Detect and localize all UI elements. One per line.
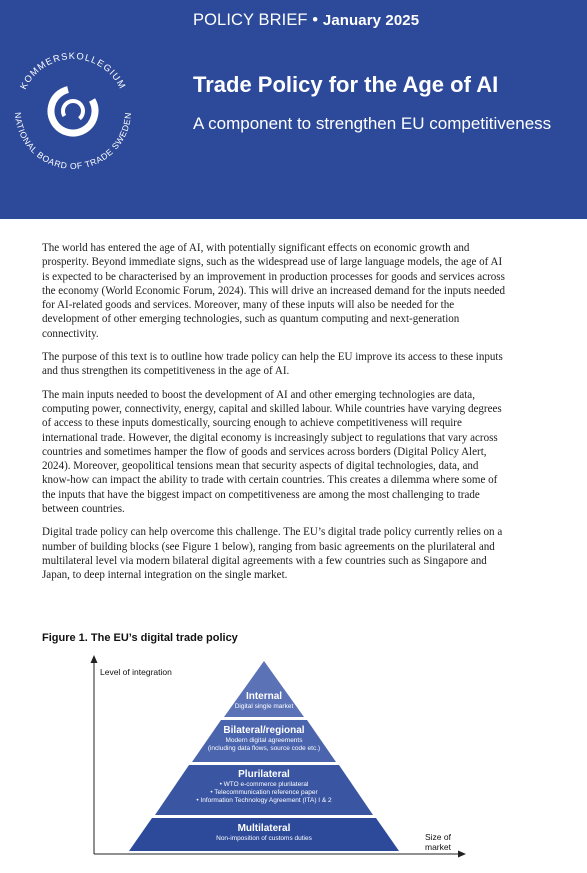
kicker-label: POLICY BRIEF (193, 11, 308, 29)
paragraph-2: The purpose of this text is to outline how trade policy can help the EU improve its access to these inputs and thus strengthen its competitiveness in the age of AI. (42, 351, 503, 378)
tier-plurilateral-detail-3: • Information Technology Agreement (ITA) I & 2 (196, 797, 332, 804)
y-axis-label: Level of integration (100, 667, 172, 677)
tier-plurilateral-name: Plurilateral (238, 769, 290, 780)
document-subtitle: A component to strengthen EU competitiveness (193, 114, 552, 133)
tier-plurilateral-detail-1: • WTO e-commerce plurilateral (219, 781, 309, 788)
tier-bilateral-label (192, 725, 336, 753)
tier-bilateral-name: Bilateral/regional (223, 725, 305, 736)
tier-plurilateral-detail-2: • Telecommunication reference paper (210, 789, 318, 796)
tier-plurilateral-label (165, 769, 363, 805)
figure-title: Figure 1. The EU’s digital trade policy (42, 632, 238, 644)
tier-bilateral-detail-2: (including data flows, source code etc.) (207, 745, 321, 752)
paragraph-4: Digital trade policy can help overcome this challenge. The EU’s digital trade policy currently relies on a number of building blocks (see Figure 1 below), ranging from basic agreements on the plurilateral and multilateral level via modern bilateral digital agreements with a few countries such as Singapore and Japan, to deep internal integration on the single market. (42, 526, 503, 582)
pyramid-figure (80, 648, 480, 868)
document-title: Trade Policy for the Age of AI (193, 72, 499, 97)
y-axis-arrow (91, 655, 98, 663)
paragraph-1: The world has entered the age of AI, with potentially significant effects on economic growth and prosperity. Beyond immediate signs, such as the widespread use of large language models, the age of AI is expected to be characterised by an improvement in production processes for goods and services across the economy (World Economic Forum, 2024). This will drive an increased demand for the inputs needed for AI-related goods and services. Moreover, many of these inputs will also be needed for the development of other emerging technologies, such as quantum computing and next-generation connectivity. (42, 242, 506, 340)
brief-kicker (193, 11, 419, 30)
svg-text:KOMMERSKOLLEGIUM: KOMMERSKOLLEGIUM (18, 50, 128, 91)
body-text (42, 241, 507, 592)
tier-multilateral-detail: Non-imposition of customs duties (216, 835, 312, 842)
kommerskollegium-logo (6, 44, 140, 178)
publication-date: January 2025 (322, 12, 420, 29)
kicker-bullet: • (312, 11, 319, 29)
tier-internal-detail: Digital single market (234, 703, 294, 710)
tier-internal-name: Internal (245, 691, 283, 702)
tier-internal-label (224, 691, 304, 711)
tier-bilateral-detail-1: Modern digital agreements (225, 737, 303, 744)
svg-text:NATIONAL BOARD OF TRADE SWEDEN: NATIONAL BOARD OF TRADE SWEDEN (12, 111, 134, 172)
header-banner (0, 0, 587, 219)
tier-multilateral-label (140, 823, 388, 843)
paragraph-3: The main inputs needed to boost the development of AI and other emerging technologies are data, computing power, connectivity, energy, capital and skilled labour. While countries have varying degrees of access to these inputs domestically, sourcing enough to achieve competitiveness will require international trade. However, the digital economy is increasingly subject to regulations that vary across countries and sometimes hamper the flow of goods and services across borders (Digital Policy Alert, 2024). Moreover, geopolitical tensions mean that security aspects of digital technologies, data, and know-how can impact the ability to trade with certain countries. This creates a dilemma where some of the inputs that have the biggest impact on competitiveness are among the most challenging to trade between countries. (42, 388, 502, 516)
tier-multilateral-name: Multilateral (237, 823, 291, 834)
x-axis-label: Size of market (425, 832, 451, 852)
